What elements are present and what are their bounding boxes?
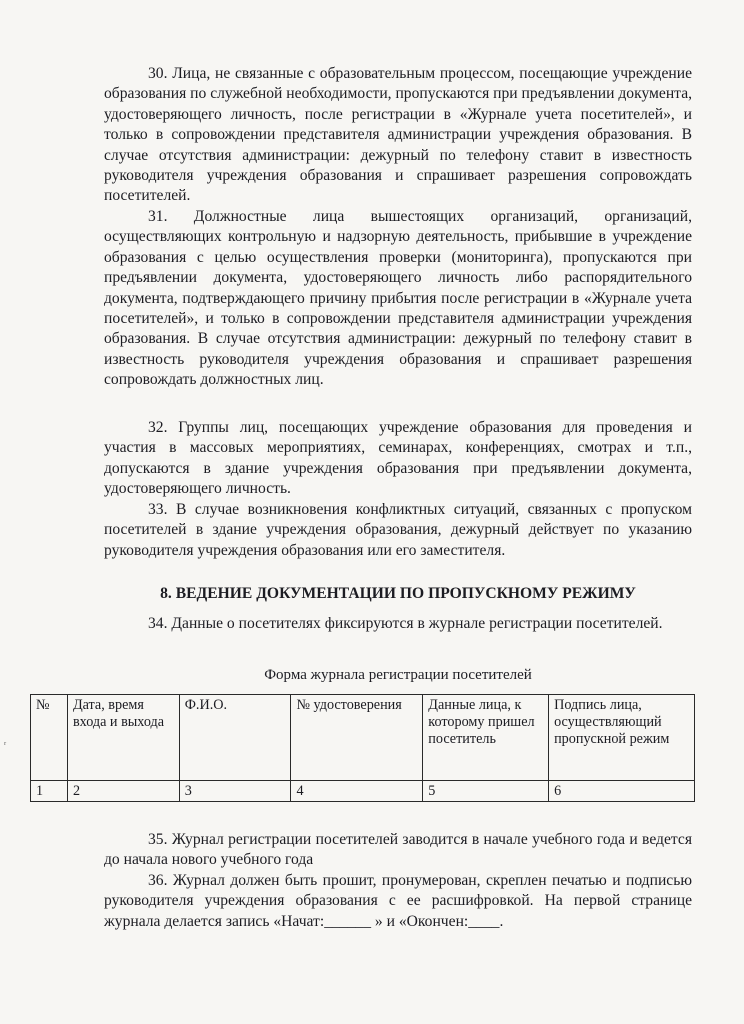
journal-form-table xyxy=(30,694,695,802)
header-cell-datetime: Дата, время входа и выхода xyxy=(67,695,179,781)
paragraph-36: 36. Журнал должен быть прошит, пронумерован, скреплен печатью и подписью руководителя учреждения образования с ее расшифровкой. На первой странице журнала делается запись «Начат:______ » и «Окончен:____. xyxy=(104,872,692,930)
table-row xyxy=(31,781,695,802)
paragraph-33: 33. В случае возникновения конфликтных ситуаций, связанных с пропуском посетителей в здание учреждения образования, дежурный действует по указанию руководителя учреждения образования или его заместителя. xyxy=(104,501,692,559)
table-caption: Форма журнала регистрации посетителей xyxy=(264,667,532,683)
paragraph-32: 32. Группы лиц, посещающих учреждение образования для проведения и участия в массовых мероприятиях, семинарах, конференциях, смотрах и т.п., допускаются в здание учреждения образования при предъявлении документа, удостоверяющего личность. xyxy=(104,419,692,498)
header-cell-host-person: Данные лица, к которому пришел посетитель xyxy=(423,695,549,781)
paragraph-30: 30. Лица, не связанные с образовательным процессом, посещающие учреждение образования по служебной необходимости, пропускаются при предъявлении документа, удостоверяющего личность, после регистрации в «Журнале учета посетителей», и только в сопровождении представителя администрации учреждения образования. В случае отсутствия администрации: дежурный по телефону ставит в известность руководителя учреждения образования и спрашивает разрешения сопровождать посетителей. xyxy=(104,65,693,205)
column-number-cell: 6 xyxy=(549,781,695,802)
column-number-cell: 2 xyxy=(67,781,179,802)
column-number-cell: 1 xyxy=(31,781,68,802)
header-cell-number: № xyxy=(31,695,68,781)
column-number-cell: 5 xyxy=(423,781,549,802)
paragraph-31: 31. Должностные лица вышестоящих организаций, организаций, осуществляющих контрольную и надзорную деятельность, прибывшие в учреждение образования с целью осуществления проверки (мониторинга), пропускаются при предъявлении документа, удостоверяющего личность либо распорядительного документа, подтверждающего причину прибытия после регистрации в «Журнале учета посетителей», и только в сопровождении представителя администрации учреждения образования. В случае отсутствия администрации: дежурный по телефону ставит в известность руководителя учреждения образования и спрашивает разрешения сопровождать должностных лиц. xyxy=(104,208,692,389)
header-cell-id-number: № удостоверения xyxy=(291,695,423,781)
column-number-cell: 3 xyxy=(179,781,291,802)
paragraph-35: 35. Журнал регистрации посетителей заводится в начале учебного года и ведется до начала нового учебного года xyxy=(104,831,692,869)
header-cell-fullname: Ф.И.О. xyxy=(179,695,291,781)
header-cell-signature: Подпись лица, осуществляющий пропускной режим xyxy=(549,695,695,781)
paragraph-34: 34. Данные о посетителях фиксируются в журнале регистрации посетителей. xyxy=(148,615,663,632)
table-header-row xyxy=(31,695,695,781)
column-number-cell: 4 xyxy=(291,781,423,802)
margin-mark: ᵣ xyxy=(4,736,7,747)
section-heading: 8. ВЕДЕНИЕ ДОКУМЕНТАЦИИ ПО ПРОПУСКНОМУ РЕЖИМУ xyxy=(160,585,636,602)
